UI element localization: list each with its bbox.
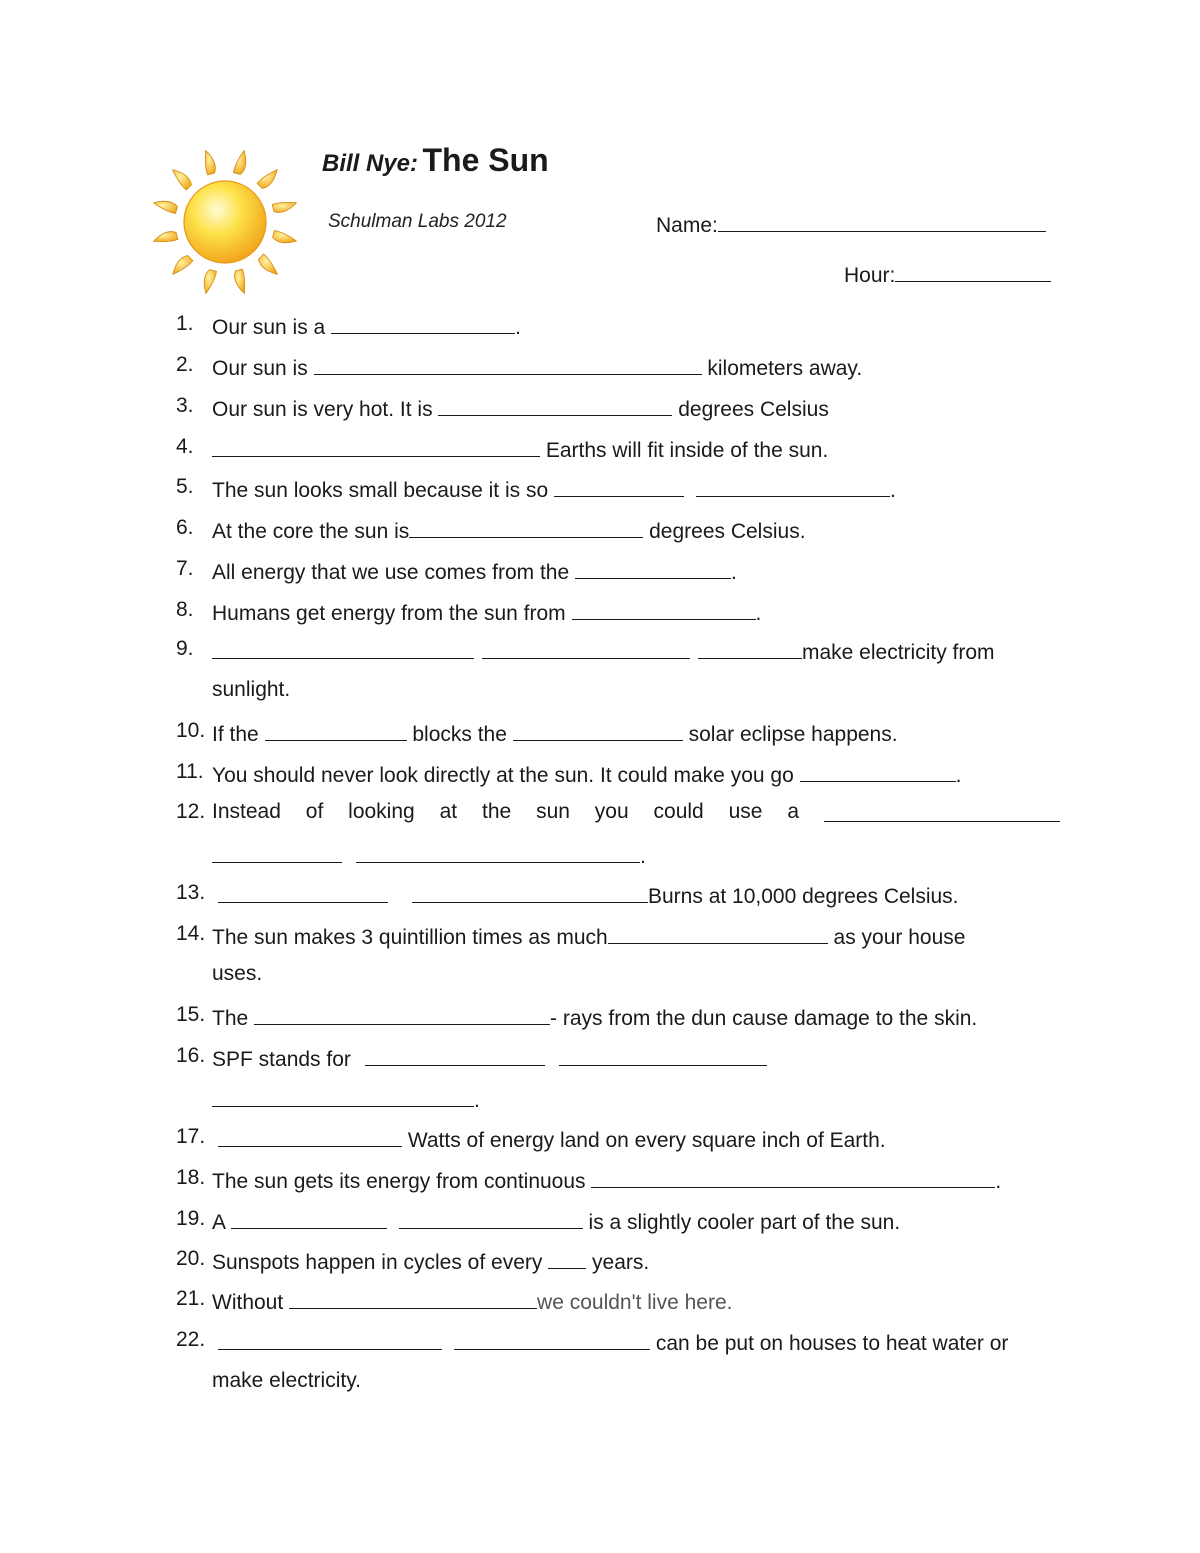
question-text: If the: [212, 723, 265, 746]
question-text: .: [640, 845, 646, 868]
sun-ray: [272, 202, 296, 212]
question-text: .: [515, 316, 521, 339]
question-text: kilometers away.: [701, 357, 863, 380]
question-word: of: [305, 800, 324, 823]
answer-blank[interactable]: [218, 1125, 402, 1147]
question-word: Instead: [212, 800, 281, 823]
question-number: 16.: [176, 1044, 206, 1067]
sun-ray: [154, 232, 178, 242]
question-word: the: [481, 800, 512, 823]
question-number: 7.: [176, 557, 194, 580]
question-number: 20.: [176, 1247, 206, 1270]
answer-blank[interactable]: [231, 1207, 387, 1229]
question-text: Our sun is: [212, 357, 314, 380]
question-text: .: [995, 1170, 1002, 1193]
question-text: .: [755, 602, 762, 625]
credit-text: Schulman Labs 2012: [328, 211, 507, 232]
question-14-continued: uses.: [212, 962, 263, 985]
answer-blank[interactable]: [254, 1003, 550, 1025]
question-text: .: [890, 479, 896, 502]
question-number: 15.: [176, 1003, 206, 1026]
title-prefix: Bill Nye:: [322, 150, 419, 177]
question-number: 5.: [176, 475, 194, 498]
answer-blank[interactable]: [212, 841, 342, 863]
answer-blank[interactable]: [800, 760, 956, 782]
title-main: The Sun: [422, 142, 549, 178]
question-text: The sun makes 3 quintillion times as much: [212, 926, 608, 949]
question-text: At the core the sun is: [212, 520, 410, 543]
question-text: All energy that we use comes from the: [212, 561, 575, 584]
answer-blank[interactable]: [572, 598, 756, 620]
question-text: The sun gets its energy from continuous: [212, 1170, 592, 1193]
question-text: .: [955, 764, 962, 787]
answer-blank[interactable]: [212, 637, 474, 659]
answer-blank[interactable]: [575, 557, 731, 579]
answer-blank[interactable]: [409, 516, 643, 538]
question-12-text: [212, 800, 1060, 824]
question-text: Without: [212, 1291, 290, 1314]
answer-blank[interactable]: [559, 1044, 767, 1066]
question-text: Humans get energy from the sun from: [212, 602, 572, 625]
question-text: Our sun is a: [212, 316, 332, 339]
question-text: Watts of energy land on every square inch of Earth.: [402, 1129, 886, 1152]
question-number: 10.: [176, 719, 206, 742]
sun-ray: [234, 150, 246, 174]
answer-blank[interactable]: [696, 475, 890, 497]
question-number: 1.: [176, 312, 194, 335]
question-text: can be put on houses to heat water or: [650, 1332, 1009, 1355]
sun-ray: [273, 231, 297, 243]
answer-blank[interactable]: [454, 1328, 650, 1350]
question-text: You should never look directly at the sun. It could make you go: [212, 764, 800, 787]
question-text: solar eclipse happens.: [682, 723, 898, 746]
question-text: degrees Celsius.: [643, 520, 806, 543]
answer-blank[interactable]: [548, 1247, 586, 1269]
answer-blank[interactable]: [399, 1207, 583, 1229]
sun-ray: [259, 254, 278, 274]
question-9-continued: sunlight.: [212, 678, 291, 701]
question-text: Our sun is very hot. It is: [212, 398, 439, 421]
hour-blank[interactable]: [895, 260, 1051, 282]
question-text: Burns at 10,000 degrees Celsius.: [648, 885, 959, 908]
question-number: 13.: [176, 881, 206, 904]
question-text: The sun looks small because it is so: [212, 479, 554, 502]
question-text: as your house: [827, 926, 966, 949]
answer-blank[interactable]: [482, 637, 690, 659]
answer-blank[interactable]: [314, 353, 702, 375]
sun-ray: [235, 269, 245, 293]
answer-blank[interactable]: [218, 881, 388, 903]
question-number: 12.: [176, 800, 206, 823]
answer-blank[interactable]: [218, 1328, 442, 1350]
question-text: we couldn't live here.: [537, 1291, 733, 1314]
sun-ray: [173, 256, 193, 275]
question-number: 2.: [176, 353, 194, 376]
question-text: SPF stands for: [212, 1048, 357, 1071]
question-22-continued: make electricity.: [212, 1369, 361, 1392]
question-word: could: [653, 800, 704, 823]
question-number: 8.: [176, 598, 194, 621]
answer-blank[interactable]: [412, 881, 648, 903]
question-text: degrees Celsius: [672, 398, 829, 421]
question-number: 3.: [176, 394, 194, 417]
question-number: 4.: [176, 435, 194, 458]
question-text: Earths will fit inside of the sun.: [540, 439, 829, 462]
question-text: Sunspots happen in cycles of every: [212, 1251, 549, 1274]
answer-blank[interactable]: [698, 637, 802, 659]
sun-ray: [173, 170, 192, 190]
question-text: blocks the: [406, 723, 513, 746]
question-word: looking: [348, 800, 415, 823]
question-12-continued: [212, 841, 646, 869]
name-label: Name:: [656, 214, 718, 237]
question-number: 19.: [176, 1207, 206, 1230]
answer-blank[interactable]: [331, 312, 515, 334]
question-number: 17.: [176, 1125, 206, 1148]
question-word: use: [728, 800, 763, 823]
answer-blank[interactable]: [438, 394, 672, 416]
answer-blank[interactable]: [265, 719, 407, 741]
question-text: - rays from the dun cause damage to the skin.: [550, 1007, 978, 1030]
answer-blank[interactable]: [356, 841, 640, 863]
answer-blank[interactable]: [513, 719, 683, 741]
name-blank[interactable]: [718, 210, 1046, 232]
question-text: make electricity from: [802, 641, 995, 664]
answer-blank[interactable]: [289, 1287, 537, 1309]
question-number: 14.: [176, 922, 206, 945]
page-title: [322, 142, 549, 179]
answer-blank[interactable]: [554, 475, 684, 497]
answer-blank[interactable]: [608, 922, 828, 944]
sun-ray: [205, 151, 215, 175]
question-text: .: [474, 1089, 480, 1112]
question-text: years.: [586, 1251, 650, 1274]
question-word: a: [787, 800, 800, 823]
question-word: you: [594, 800, 629, 823]
name-field[interactable]: [656, 210, 1046, 238]
question-number: 21.: [176, 1287, 206, 1310]
question-text: is a slightly cooler part of the sun.: [582, 1211, 901, 1234]
hour-label: Hour:: [844, 264, 896, 287]
question-16-continued: [212, 1085, 480, 1113]
question-text: The: [212, 1007, 255, 1030]
answer-blank[interactable]: [212, 1085, 474, 1107]
sun-ray: [257, 170, 277, 189]
answer-blank[interactable]: [212, 435, 540, 457]
hour-field[interactable]: [844, 260, 1051, 288]
answer-blank[interactable]: [591, 1166, 995, 1188]
answer-blank[interactable]: [365, 1044, 545, 1066]
question-number: 9.: [176, 637, 194, 660]
question-number: 11.: [176, 760, 204, 783]
question-word: sun: [536, 800, 570, 823]
question-number: 22.: [176, 1328, 206, 1351]
question-text: .: [731, 561, 737, 584]
question-text: A: [212, 1211, 231, 1234]
sun-ray: [204, 270, 216, 294]
question-number: 6.: [176, 516, 194, 539]
answer-blank[interactable]: [824, 800, 1060, 822]
question-word: at: [439, 800, 458, 823]
sun-ray: [153, 201, 177, 213]
sun-icon: [145, 145, 305, 300]
question-number: 18.: [176, 1166, 206, 1189]
